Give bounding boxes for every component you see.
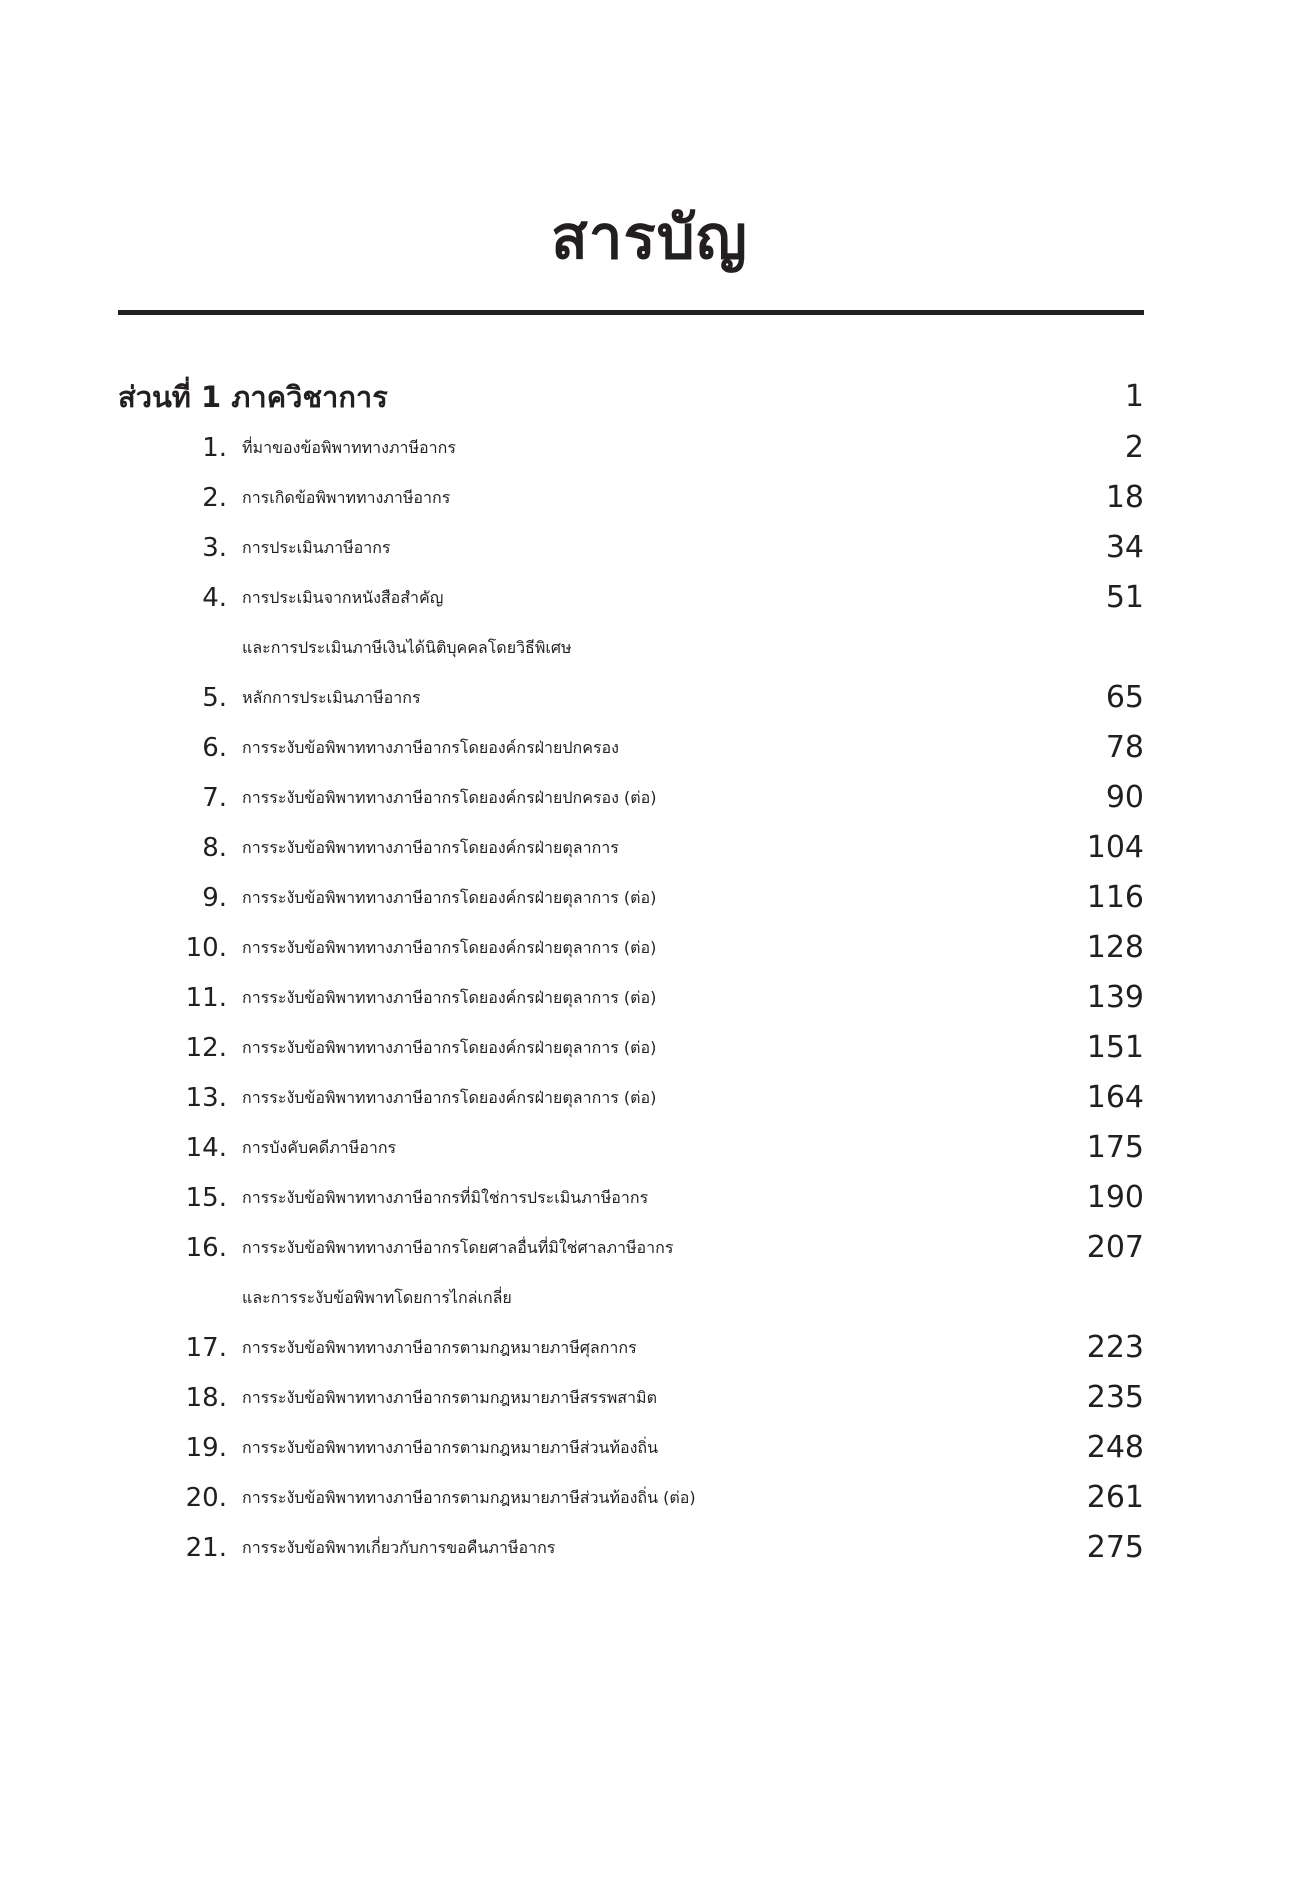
toc-entry-number: 5. [202, 683, 227, 713]
toc-entry-page-number: 207 [1086, 1230, 1144, 1265]
part-title: ส่วนที่ 1 ภาควิชาการ [118, 380, 388, 414]
toc-entry-page-number: 34 [1105, 530, 1144, 565]
toc-entry-title-line: การระงับข้อพิพาททางภาษีอากรตามกฎหมายภาษีสรรพสามิต [242, 1388, 657, 1407]
toc-entry-page-number: 18 [1105, 480, 1144, 515]
toc-entry [0, 923, 1299, 973]
toc-entry [0, 1123, 1299, 1173]
toc-entry-title [242, 523, 1042, 573]
toc-entry [0, 473, 1299, 523]
toc-entry-title-line: การระงับข้อพิพาททางภาษีอากรโดยองค์กรฝ่ายตุลาการ (ต่อ) [242, 888, 657, 907]
toc-entry-title-line: การระงับข้อพิพาททางภาษีอากรโดยองค์กรฝ่ายตุลาการ (ต่อ) [242, 1088, 657, 1107]
toc-entry-title [242, 1173, 1042, 1223]
toc-entry-number: 21. [185, 1533, 227, 1563]
toc-entry-number: 18. [185, 1383, 227, 1413]
toc-entry-page-number: 190 [1086, 1180, 1144, 1215]
toc-list [0, 423, 1299, 1573]
toc-entry-title-line: การระงับข้อพิพาททางภาษีอากรตามกฎหมายภาษีส่วนท้องถิ่น [242, 1438, 659, 1457]
toc-entry-page-number: 235 [1086, 1380, 1144, 1415]
toc-entry-page-number: 175 [1086, 1130, 1144, 1165]
toc-entry-title-line: การระงับข้อพิพาททางภาษีอากรโดยองค์กรฝ่ายตุลาการ (ต่อ) [242, 938, 657, 957]
toc-entry-page-number: 78 [1105, 730, 1144, 765]
toc-entry-title [242, 1423, 1042, 1473]
toc-entry-title [242, 1323, 1042, 1373]
toc-entry-number: 13. [185, 1083, 227, 1113]
toc-entry-title-continuation: และการระงับข้อพิพาทโดยการไกล่เกลี่ย [242, 1288, 512, 1307]
toc-entry-title-line: การระงับข้อพิพาททางภาษีอากรที่มิใช่การประเมินภาษีอากร [242, 1188, 649, 1207]
toc-entry-number: 19. [185, 1433, 227, 1463]
toc-entry [0, 423, 1299, 473]
toc-entry-page-number: 104 [1086, 830, 1144, 865]
toc-entry-number: 20. [185, 1483, 227, 1513]
toc-entry-number: 12. [185, 1033, 227, 1063]
page-title: สารบัญ [551, 203, 748, 273]
toc-entry-title-line: หลักการประเมินภาษีอากร [242, 688, 421, 707]
toc-entry-number: 8. [202, 833, 227, 863]
toc-entry [0, 1073, 1299, 1123]
toc-entry-title-line: ที่มาของข้อพิพาททางภาษีอากร [242, 438, 456, 457]
part-heading [118, 372, 1144, 422]
toc-entry [0, 773, 1299, 823]
toc-entry-title [242, 1023, 1042, 1073]
toc-entry-page-number: 275 [1086, 1530, 1144, 1565]
toc-entry [0, 1223, 1299, 1323]
toc-entry-title [242, 1123, 1042, 1173]
title-divider [118, 310, 1144, 315]
toc-entry-title [242, 723, 1042, 773]
toc-entry [0, 573, 1299, 673]
toc-entry-number: 1. [202, 433, 227, 463]
toc-entry [0, 1373, 1299, 1423]
toc-entry-page-number: 151 [1086, 1030, 1144, 1065]
toc-entry-number: 6. [202, 733, 227, 763]
toc-entry-title-line: การระงับข้อพิพาททางภาษีอากรโดยองค์กรฝ่ายปกครอง [242, 738, 619, 757]
toc-entry-page-number: 223 [1086, 1330, 1144, 1365]
toc-entry-title-line: การระงับข้อพิพาททางภาษีอากรโดยองค์กรฝ่ายตุลาการ (ต่อ) [242, 1038, 657, 1057]
toc-entry-title-line: การระงับข้อพิพาททางภาษีอากรโดยองค์กรฝ่ายตุลาการ [242, 838, 619, 857]
toc-entry-page-number: 261 [1086, 1480, 1144, 1515]
toc-entry-number: 9. [202, 883, 227, 913]
toc-entry-number: 11. [185, 983, 227, 1013]
toc-entry-page-number: 164 [1086, 1080, 1144, 1115]
toc-entry-title [242, 423, 1042, 473]
toc-entry-number: 2. [202, 483, 227, 513]
toc-entry [0, 1023, 1299, 1073]
toc-entry [0, 1323, 1299, 1373]
toc-entry-number: 4. [202, 583, 227, 613]
toc-entry-title-line: การระงับข้อพิพาททางภาษีอากรตามกฎหมายภาษีส่วนท้องถิ่น (ต่อ) [242, 1488, 696, 1507]
toc-entry-title [242, 823, 1042, 873]
toc-entry [0, 1423, 1299, 1473]
toc-entry-title-line: การเกิดข้อพิพาททางภาษีอากร [242, 488, 451, 507]
toc-entry-page-number: 90 [1105, 780, 1144, 815]
toc-entry-title [242, 573, 1042, 673]
toc-entry-title [242, 1373, 1042, 1423]
toc-entry-page-number: 116 [1086, 880, 1144, 915]
toc-entry-page-number: 51 [1105, 580, 1144, 615]
part-page-number: 1 [1124, 379, 1144, 414]
toc-entry-title-line: การระงับข้อพิพาททางภาษีอากรตามกฎหมายภาษีศุลกากร [242, 1338, 637, 1357]
toc-entry-title [242, 473, 1042, 523]
toc-entry-title [242, 873, 1042, 923]
toc-entry-page-number: 139 [1086, 980, 1144, 1015]
toc-entry [0, 523, 1299, 573]
toc-entry-number: 16. [185, 1233, 227, 1263]
toc-entry-title-line: การระงับข้อพิพาทเกี่ยวกับการขอคืนภาษีอากร [242, 1538, 556, 1557]
toc-entry-title [242, 673, 1042, 723]
toc-entry [0, 723, 1299, 773]
toc-entry-number: 3. [202, 533, 227, 563]
toc-entry-title-line: การประเมินจากหนังสือสำคัญ [242, 588, 444, 607]
toc-entry-number: 15. [185, 1183, 227, 1213]
toc-entry [0, 1523, 1299, 1573]
toc-entry [0, 823, 1299, 873]
toc-entry-number: 10. [185, 933, 227, 963]
toc-entry [0, 673, 1299, 723]
toc-entry-title [242, 773, 1042, 823]
toc-entry-title-continuation: และการประเมินภาษีเงินได้นิติบุคคลโดยวิธีพิเศษ [242, 638, 572, 657]
toc-entry-title [242, 923, 1042, 973]
toc-entry-title-line: การระงับข้อพิพาททางภาษีอากรโดยองค์กรฝ่ายปกครอง (ต่อ) [242, 788, 657, 807]
toc-entry-page-number: 2 [1124, 430, 1144, 465]
toc-entry-title [242, 1073, 1042, 1123]
toc-entry-title-line: การบังคับคดีภาษีอากร [242, 1138, 397, 1157]
toc-entry-title-line: การระงับข้อพิพาททางภาษีอากรโดยศาลอื่นที่มิใช่ศาลภาษีอากร [242, 1238, 674, 1257]
toc-entry-title [242, 1473, 1042, 1523]
toc-entry [0, 1473, 1299, 1523]
toc-entry [0, 873, 1299, 923]
toc-entry-number: 14. [185, 1133, 227, 1163]
toc-entry-number: 17. [185, 1333, 227, 1363]
toc-entry-title-line: การประเมินภาษีอากร [242, 538, 391, 557]
toc-entry-title-line: การระงับข้อพิพาททางภาษีอากรโดยองค์กรฝ่ายตุลาการ (ต่อ) [242, 988, 657, 1007]
toc-entry-page-number: 248 [1086, 1430, 1144, 1465]
toc-entry [0, 1173, 1299, 1223]
toc-entry-number: 7. [202, 783, 227, 813]
toc-entry [0, 973, 1299, 1023]
toc-entry-title [242, 1523, 1042, 1573]
toc-entry-page-number: 128 [1086, 930, 1144, 965]
toc-entry-page-number: 65 [1105, 680, 1144, 715]
toc-entry-title [242, 1223, 1042, 1323]
toc-entry-title [242, 973, 1042, 1023]
